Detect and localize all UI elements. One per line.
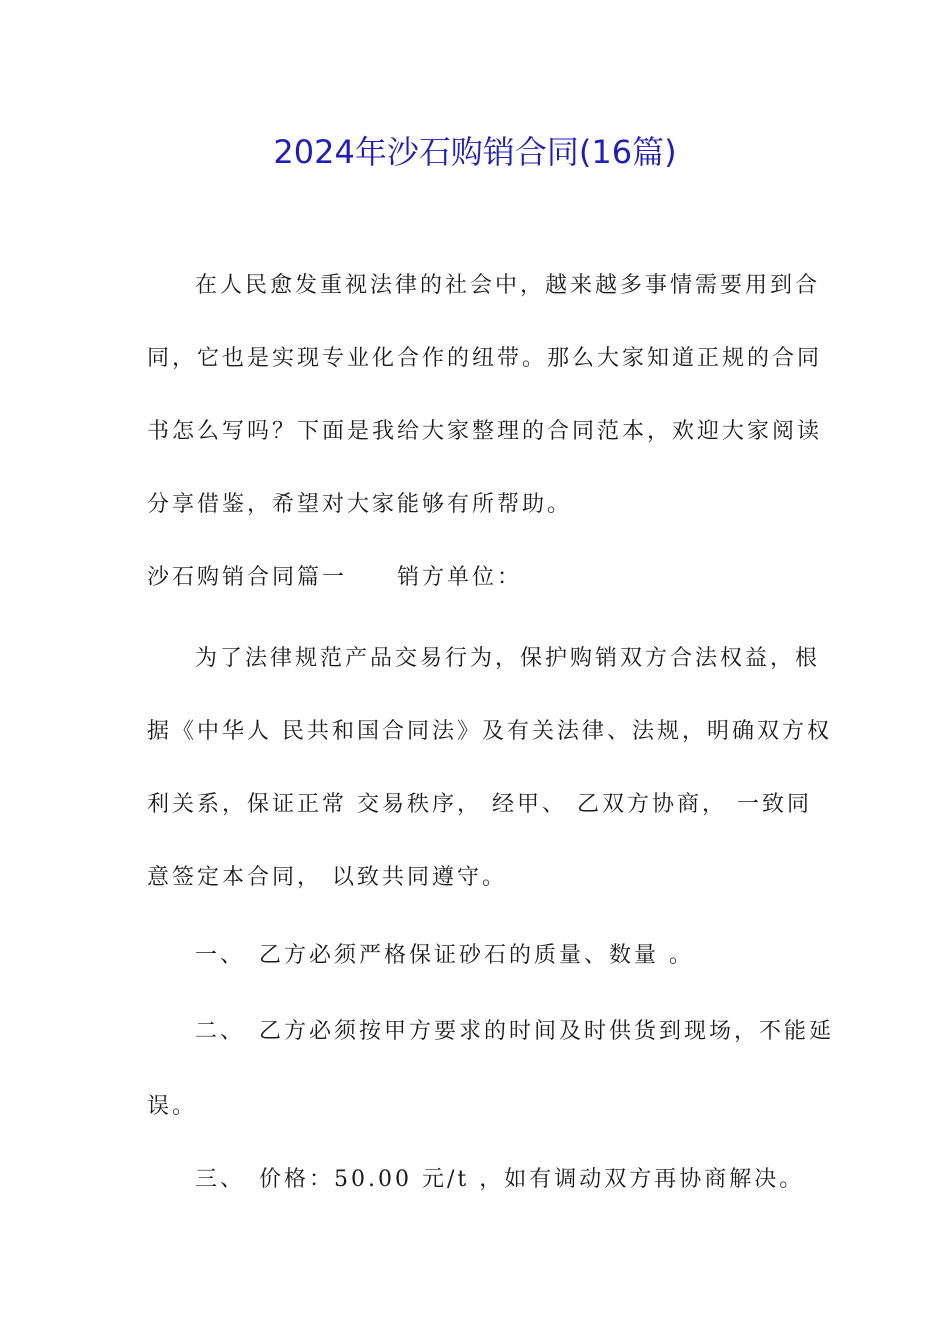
- clause-3: 三、 价格：50.00 元/t ，如有调动双方再协商解决。: [195, 1167, 805, 1192]
- clause-2-line-2: 误。: [147, 1094, 198, 1119]
- section-heading: 沙石购销合同篇一 销方单位：: [147, 565, 523, 590]
- intro-line-1: 在人民愈发重视法律的社会中，越来越多事情需要用到合: [195, 273, 821, 298]
- purpose-line-4: 意签定本合同， 以致共同遵守。: [147, 865, 507, 890]
- clause-2-line-1: 二、 乙方必须按甲方要求的时间及时供货到现场，不能延: [195, 1019, 835, 1044]
- clause-1: 一、 乙方必须严格保证砂石的质量、数量 。: [195, 943, 694, 968]
- intro-line-4: 分享借鉴，希望对大家能够有所帮助。: [147, 492, 573, 517]
- purpose-line-2: 据《中华人 民共和国合同法》及有关法律、法规，明确双方权: [147, 719, 832, 744]
- intro-line-3: 书怎么写吗？下面是我给大家整理的合同范本，欢迎大家阅读: [147, 419, 823, 444]
- intro-line-2: 同，它也是实现专业化合作的纽带。那么大家知道正规的合同: [147, 346, 823, 371]
- purpose-line-3: 利关系，保证正常 交易秩序， 经甲、 乙双方协商， 一致同: [147, 792, 812, 817]
- document-title: 2024年沙石购销合同(16篇): [273, 133, 677, 171]
- purpose-line-1: 为了法律规范产品交易行为，保护购销双方合法权益，根: [195, 646, 821, 671]
